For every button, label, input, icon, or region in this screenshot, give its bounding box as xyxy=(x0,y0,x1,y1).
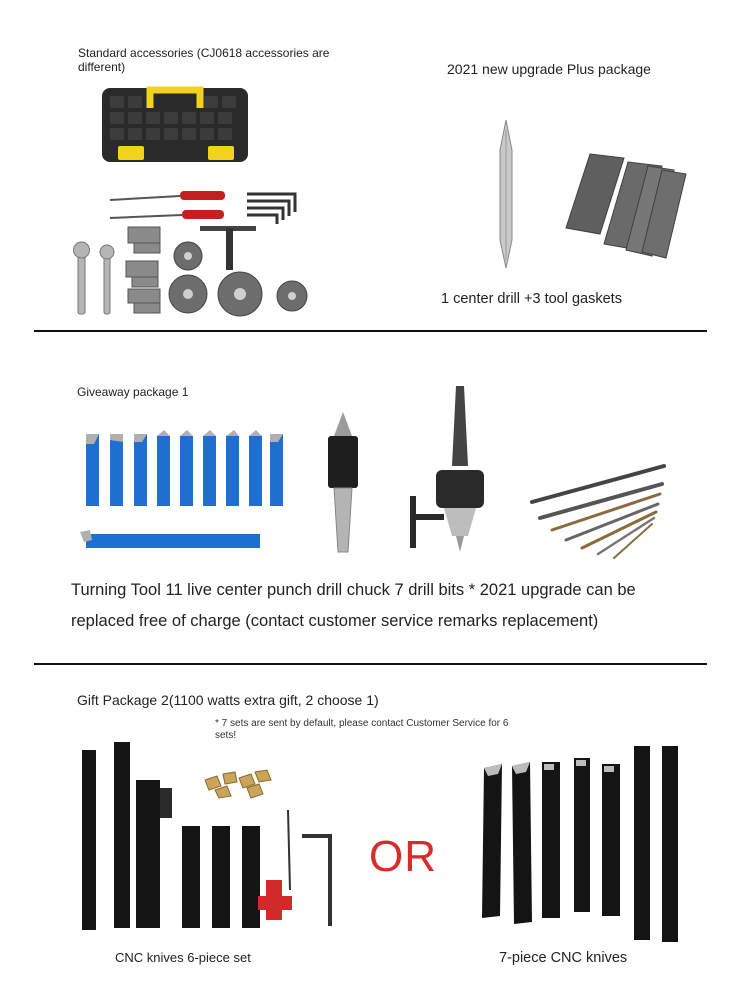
cnc-6-piece-image xyxy=(80,740,340,932)
boring-bar-image xyxy=(80,528,262,552)
cnc-7-piece-image xyxy=(480,742,686,944)
giveaway-package-description: Turning Tool 11 live center punch drill chuck 7 drill bits * 2021 upgrade can be replaced free of charge (contact customer service remarks replacement) xyxy=(71,581,636,630)
standard-accessories-caption: Standard accessories (CJ0618 accessories are different) xyxy=(78,46,330,74)
gift-package-title: Gift Package 2(1100 watts extra gift, 2 choose 1) xyxy=(77,692,379,708)
toolbox-image xyxy=(100,82,250,167)
live-center-image xyxy=(322,412,364,554)
cnc-6-piece-caption: CNC knives 6-piece set xyxy=(115,950,251,965)
drill-bits-image xyxy=(528,462,668,562)
upgrade-plus-title: 2021 new upgrade Plus package xyxy=(447,61,651,77)
drill-chuck-image xyxy=(408,386,488,554)
or-label: OR xyxy=(369,832,437,881)
tool-gaskets-image xyxy=(562,152,692,262)
turning-tools-image xyxy=(84,430,284,510)
center-drill-image xyxy=(486,120,526,270)
cnc-7-piece-caption: 7-piece CNC knives xyxy=(499,950,628,966)
gears-image xyxy=(166,238,316,318)
giveaway-package-title: Giveaway package 1 xyxy=(77,385,189,399)
wrenches-image xyxy=(70,240,125,320)
divider-2 xyxy=(34,663,707,665)
chuck-jaws-image xyxy=(124,225,164,315)
gift-package-note: * 7 sets are sent by default, please contact Customer Service for 6 sets! xyxy=(215,718,509,741)
center-drill-caption: 1 center drill +3 tool gaskets xyxy=(441,291,622,307)
divider-1 xyxy=(34,330,707,332)
